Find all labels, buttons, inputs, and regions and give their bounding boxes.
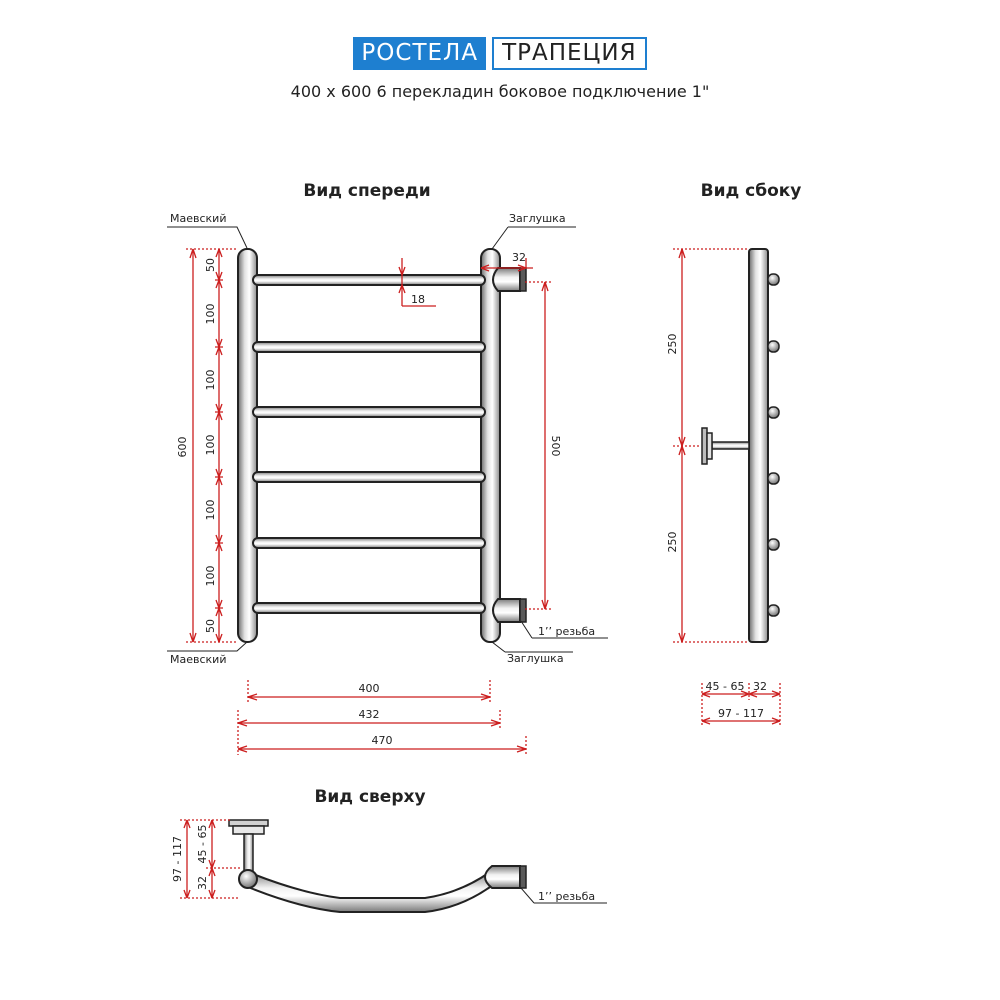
rung [253, 603, 485, 613]
top-view-title: Вид сверху [314, 787, 426, 807]
dim-top-depth: 97 - 117 [171, 836, 184, 882]
rung [253, 275, 485, 285]
dim-total-height: 600 [176, 436, 189, 458]
left-riser-pipe [238, 249, 257, 642]
dim-width-400: 400 [358, 682, 380, 695]
dim-side-upper-250: 250 [666, 333, 679, 355]
side-rung-ends [768, 274, 779, 616]
dim-seg-100-3: 100 [204, 434, 217, 456]
plug-bottom-label: Заглушка [507, 652, 564, 665]
dim-seg-50-bottom: 50 [204, 619, 217, 633]
dim-width-432: 432 [358, 708, 380, 721]
rungs [253, 275, 485, 613]
side-riser-pipe [749, 249, 768, 642]
rung-end [768, 473, 779, 484]
maevsky-bottom-label: Маевский [170, 653, 227, 666]
side-view-title: Вид сбоку [700, 181, 802, 201]
rung-end [768, 341, 779, 352]
top-thread-label: 1’’ резьба [538, 890, 596, 903]
front-thread-label: 1’’ резьба [538, 625, 596, 638]
dim-seg-100-1: 100 [204, 303, 217, 325]
top-connection-nozzle [485, 866, 526, 888]
dim-side-depth: 97 - 117 [718, 707, 764, 720]
dim-seg-100-2: 100 [204, 369, 217, 391]
top-connection-nozzle [493, 268, 526, 291]
dim-top-offset: 45 - 65 [196, 824, 209, 864]
dim-connection-500: 500 [549, 435, 562, 457]
dim-seg-50-top: 50 [204, 258, 217, 272]
rung-end [768, 274, 779, 285]
dim-top-pipe-32: 32 [196, 876, 209, 890]
dim-seg-100-5: 100 [204, 565, 217, 587]
rung-end [768, 539, 779, 550]
product-subtitle: 400 x 600 6 перекладин боковое подключение 1" [290, 82, 710, 101]
front-view-title: Вид спереди [303, 181, 431, 201]
rung-end [768, 605, 779, 616]
dim-side-offset: 45 - 65 [705, 680, 745, 693]
plug-top-label: Заглушка [509, 212, 566, 225]
dim-side-pipe-32: 32 [753, 680, 767, 693]
brand-name: РОСТЕЛА [353, 37, 486, 70]
maevsky-top-label: Маевский [170, 212, 227, 225]
rung [253, 472, 485, 482]
top-dimension-lines [180, 820, 240, 898]
top-wall-bracket [229, 820, 268, 872]
bottom-connection-nozzle [493, 599, 526, 622]
rung [253, 407, 485, 417]
left-riser-end [239, 870, 257, 888]
dim-side-lower-250: 250 [666, 531, 679, 553]
top-bar-profile [248, 872, 490, 912]
dim-pipe-32: 32 [512, 251, 526, 264]
side-wall-bracket [702, 428, 749, 464]
dim-seg-100-4: 100 [204, 499, 217, 521]
dim-width-470: 470 [371, 734, 393, 747]
right-riser-pipe [481, 249, 500, 642]
rung-end [768, 407, 779, 418]
rung [253, 342, 485, 352]
brand-model: ТРАПЕЦИЯ [492, 37, 647, 70]
dim-rung-18: 18 [411, 293, 425, 306]
rung [253, 538, 485, 548]
